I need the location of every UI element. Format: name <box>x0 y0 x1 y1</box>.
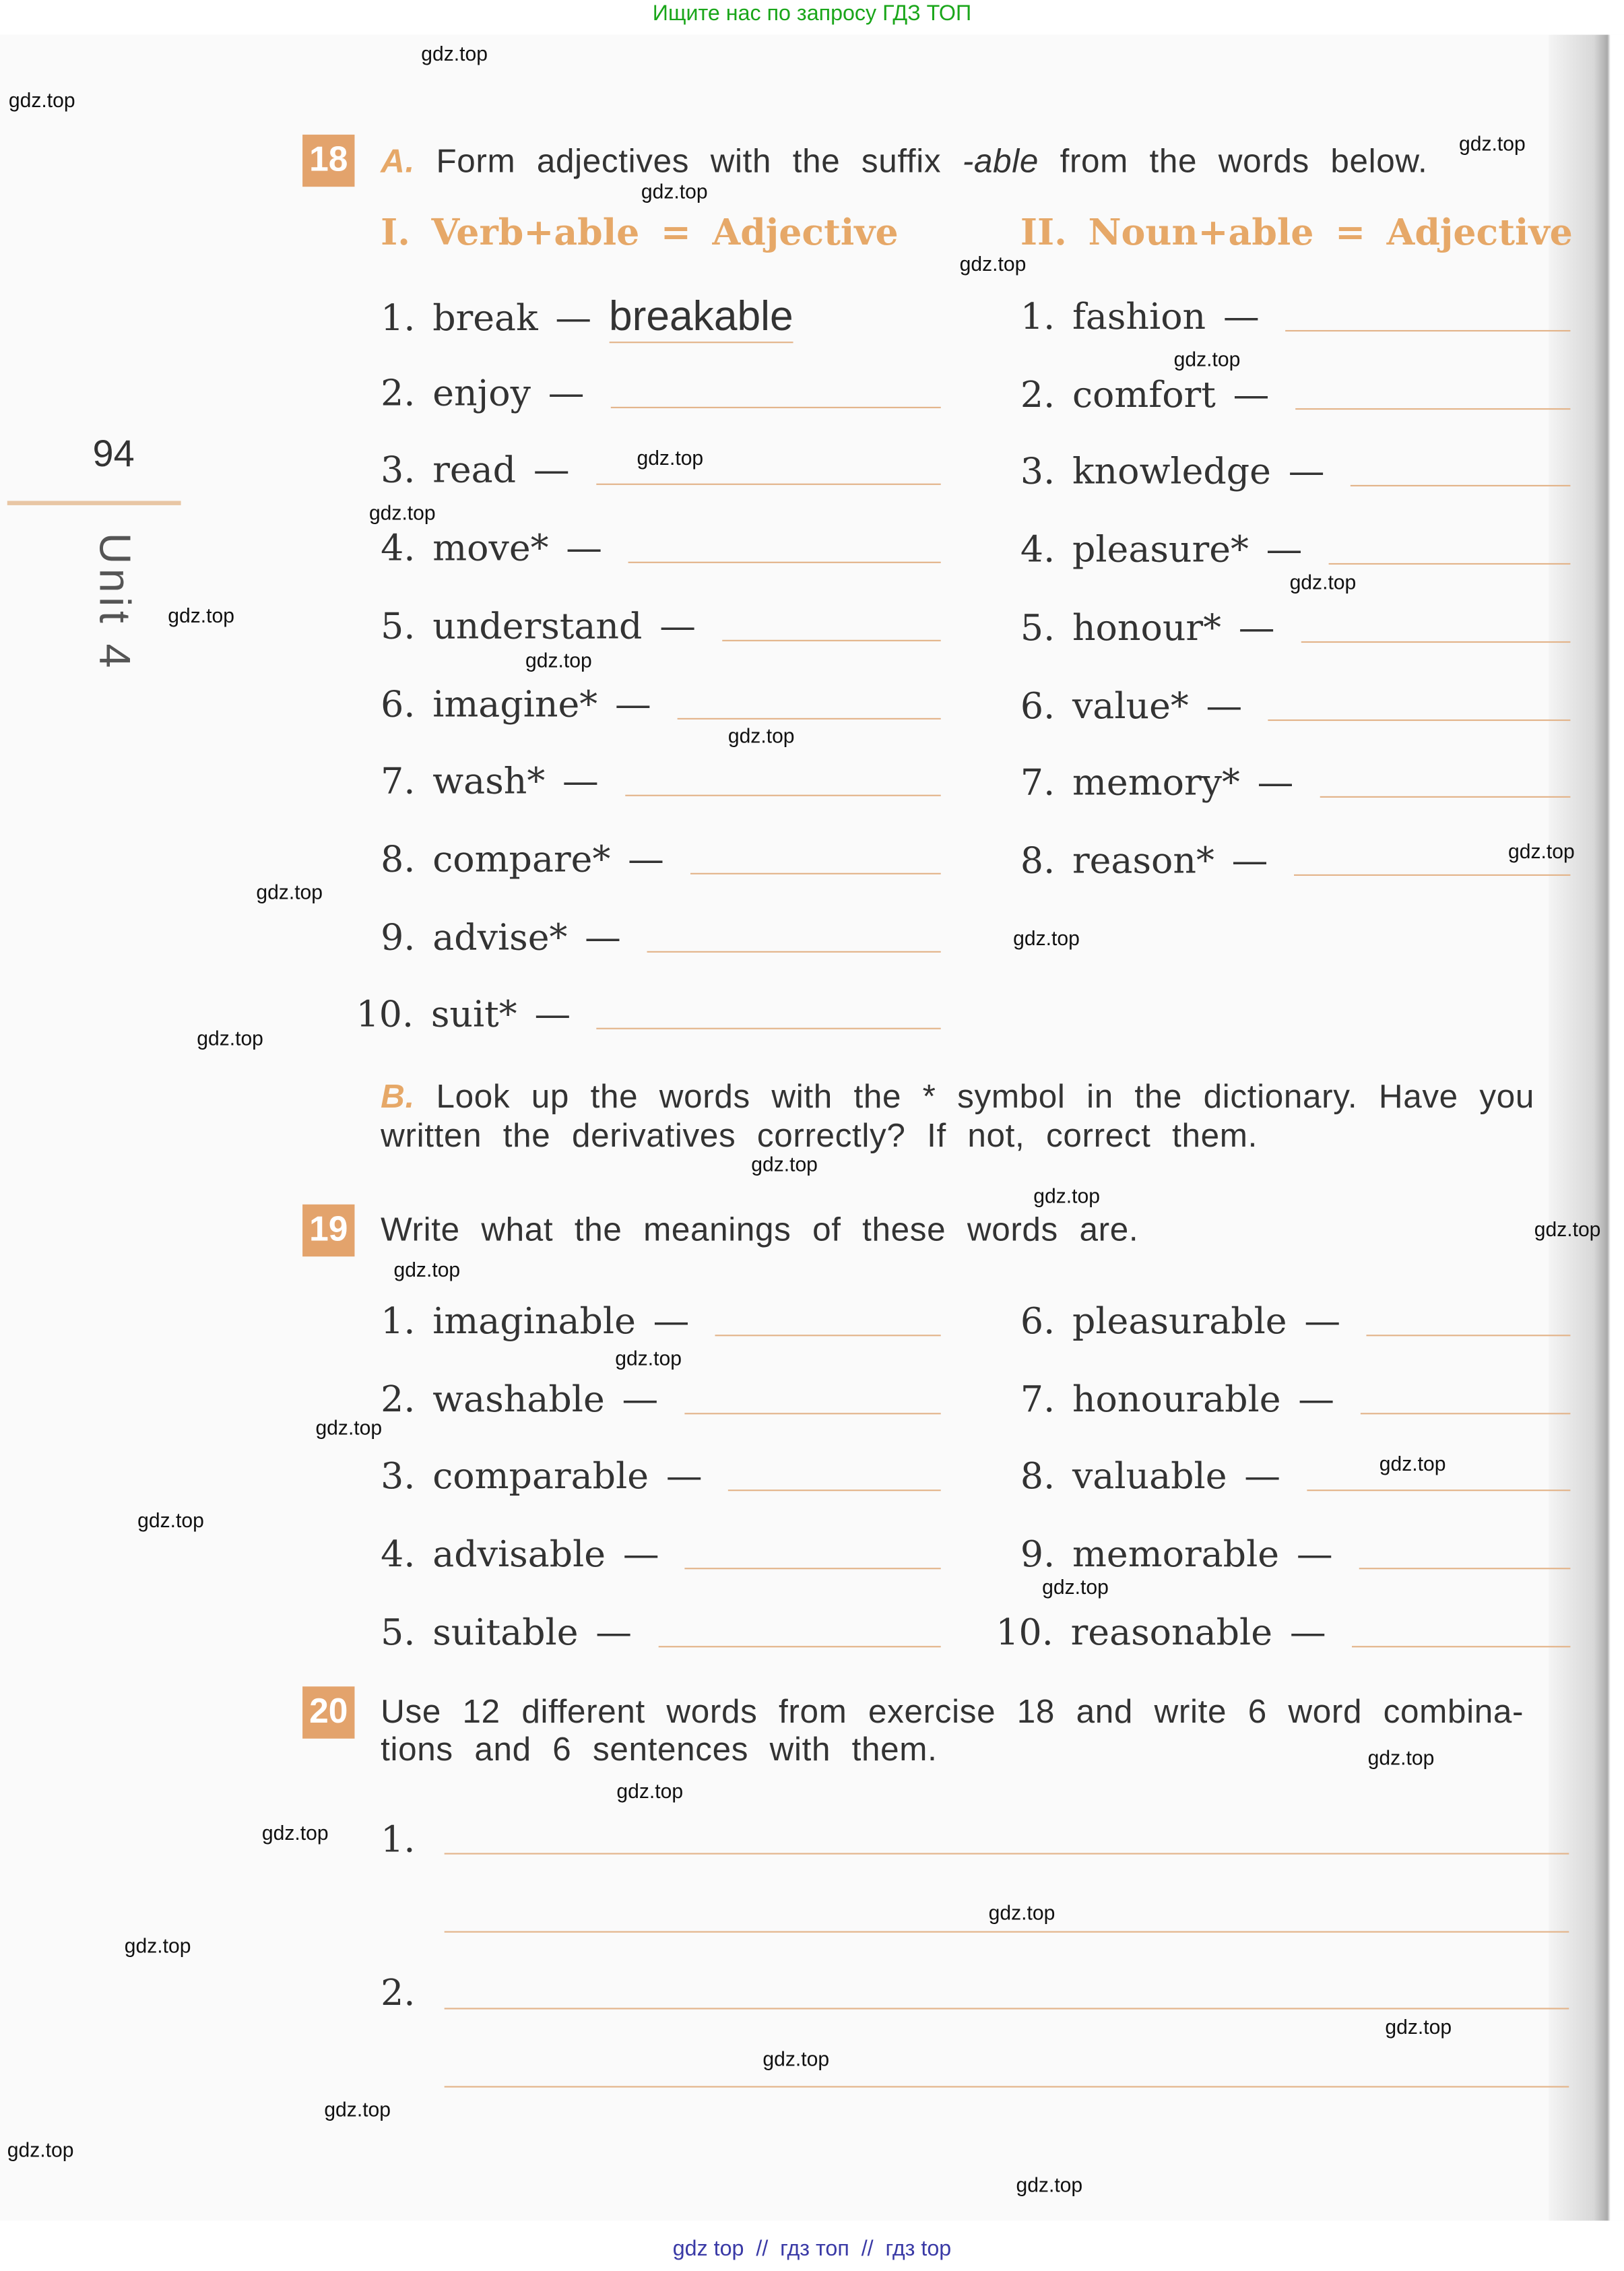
watermark: gdz.top <box>637 445 704 470</box>
watermark: gdz.top <box>1033 1184 1100 1208</box>
dash: — <box>534 993 571 1036</box>
item-word: honour* <box>1072 606 1221 649</box>
watermark: gdz.top <box>393 1258 461 1281</box>
item-word: comfort <box>1072 373 1216 416</box>
answer-blank[interactable] <box>690 871 941 874</box>
watermark: gdz.top <box>1385 2015 1452 2039</box>
answer-blank[interactable] <box>715 1333 941 1336</box>
column-heading-verb: I. Verb+able = Adjective <box>381 211 899 254</box>
item-number: 5. <box>1020 606 1055 649</box>
dash: — <box>1298 1377 1335 1420</box>
exercise-item <box>381 294 941 343</box>
watermark: gdz.top <box>1508 839 1575 863</box>
item-number: 1. <box>1020 295 1055 338</box>
item-word: imaginable <box>432 1300 636 1342</box>
watermark: gdz.top <box>137 1508 204 1532</box>
exercise-item <box>381 1378 941 1419</box>
item-number: 4. <box>1020 528 1055 571</box>
watermark: gdz.top <box>616 1779 684 1803</box>
dash: — <box>665 1455 703 1498</box>
answer-blank[interactable] <box>728 1489 940 1492</box>
item-number: 3. <box>381 1455 416 1498</box>
item-number: 4. <box>381 527 416 569</box>
item-number: 5. <box>381 604 416 647</box>
item-number: 9. <box>1020 1533 1055 1576</box>
item-word: honourable <box>1072 1377 1281 1420</box>
exercise-item <box>381 1300 941 1342</box>
part-b-instruction-line2: written the derivatives correctly? If not, correct them. <box>381 1116 1258 1154</box>
exercise-item <box>381 682 941 724</box>
exercise-item <box>381 1455 941 1497</box>
item-number: 6. <box>1020 684 1055 726</box>
exercise-20-instruction-line2: tions and 6 sentences with them. <box>381 1729 938 1768</box>
item-number: 1. <box>381 1300 416 1342</box>
dash: — <box>614 682 651 725</box>
item-word: advisable <box>432 1533 606 1576</box>
dash: — <box>533 449 570 492</box>
column-heading-noun: II. Noun+able = Adjective <box>1020 211 1573 254</box>
item-word: break <box>432 296 538 339</box>
watermark: gdz.top <box>762 2047 830 2070</box>
dash: — <box>659 604 696 647</box>
instruction-text: Form adjectives with the suffix <box>436 141 963 180</box>
answer-blank[interactable] <box>1328 562 1570 565</box>
exercise-item <box>1020 1300 1571 1342</box>
watermark: gdz.top <box>751 1152 818 1176</box>
exercise-item <box>381 1611 941 1653</box>
answer-blank[interactable] <box>647 949 941 952</box>
exercise-item <box>381 838 941 880</box>
exercise-item <box>996 1611 1570 1653</box>
watermark: gdz.top <box>1379 1452 1446 1475</box>
watermark: gdz.top <box>368 501 436 524</box>
instruction-text: Look up the words with the * symbol in the dictionary. Have you <box>436 1077 1534 1115</box>
item-number: 7. <box>1020 761 1055 804</box>
watermark: gdz.top <box>1367 1746 1435 1769</box>
item-word: comparable <box>432 1455 649 1498</box>
exercise-item <box>1020 529 1571 571</box>
item-number: 9. <box>381 916 416 958</box>
answer-blank[interactable] <box>658 1644 941 1647</box>
exercise-20-badge: 20 <box>302 1686 354 1738</box>
item-word: pleasure* <box>1072 528 1249 571</box>
item-word: suit* <box>430 993 517 1036</box>
watermark: gdz.top <box>727 724 795 747</box>
watermark: gdz.top <box>615 1346 682 1370</box>
item-word: valuable <box>1072 1455 1227 1498</box>
dash: — <box>1257 761 1294 804</box>
watermark: gdz.top <box>8 88 75 112</box>
item-word: enjoy <box>432 371 531 414</box>
dash: — <box>622 1533 659 1576</box>
unit-label: Unit 4 <box>90 532 138 672</box>
page-binding-shadow <box>1549 35 1624 2221</box>
item-number: 2. <box>381 1971 416 2014</box>
item-word: advise* <box>432 916 568 958</box>
exercise-18-badge: 18 <box>302 135 354 187</box>
answer-blank[interactable] <box>1301 639 1570 642</box>
watermark: gdz.top <box>168 604 234 627</box>
answer-blank[interactable] <box>722 638 941 641</box>
exercise-item <box>1020 1378 1571 1419</box>
page-number: 94 <box>92 431 135 475</box>
item-number: 6. <box>381 682 416 725</box>
item-number: 10. <box>996 1611 1053 1653</box>
answer-blank[interactable] <box>685 1566 940 1569</box>
dash: — <box>595 1611 632 1653</box>
answer-blank[interactable] <box>595 482 940 485</box>
item-word: pleasurable <box>1072 1300 1287 1342</box>
watermark: gdz.top <box>261 1821 329 1845</box>
dash: — <box>1289 1611 1326 1653</box>
watermark: gdz.top <box>124 1933 191 1958</box>
item-number: 2. <box>381 371 416 414</box>
answer-blank[interactable] <box>1320 795 1570 798</box>
suffix-text: -able <box>962 141 1039 180</box>
exercise-20-instruction: Use 12 different words from exercise 18 and write 6 word combina- <box>381 1692 1524 1730</box>
exercise-item <box>381 916 941 957</box>
answer-blank[interactable] <box>1295 406 1570 409</box>
exercise-item <box>381 527 941 569</box>
item-number: 7. <box>1020 1377 1055 1420</box>
dash: — <box>1238 606 1275 649</box>
exercise-item <box>1020 839 1571 881</box>
search-banner[interactable]: Ищите нас по запросу ГДЗ ТОП <box>652 1 972 26</box>
item-word: reasonable <box>1070 1611 1273 1653</box>
exercise-item <box>1020 295 1571 337</box>
answer-blank[interactable] <box>597 1027 941 1029</box>
answer-line[interactable] <box>445 1853 1569 1854</box>
item-word: imagine* <box>432 682 598 725</box>
watermark: gdz.top <box>1013 926 1080 950</box>
answer-blank[interactable] <box>677 716 940 719</box>
watermark: gdz.top <box>315 1415 383 1439</box>
watermark: gdz.top <box>197 1026 263 1050</box>
part-a-letter: A. <box>381 141 415 180</box>
exercise-19-badge: 19 <box>302 1205 354 1256</box>
dash: — <box>1266 528 1303 571</box>
exercise-item <box>1020 684 1571 726</box>
watermark: gdz.top <box>525 648 592 672</box>
footer-links[interactable]: gdz top // гдз топ // гдз top <box>672 2236 952 2262</box>
watermark: gdz.top <box>641 179 708 203</box>
dash: — <box>1244 1455 1281 1498</box>
dash: — <box>1288 451 1325 493</box>
dash: — <box>548 371 585 414</box>
exercise-item <box>356 994 941 1035</box>
item-number: 8. <box>381 837 416 881</box>
answer-blank[interactable] <box>1359 1566 1570 1569</box>
dash: — <box>622 1377 659 1420</box>
watermark: gdz.top <box>1534 1217 1601 1241</box>
watermark: gdz.top <box>959 251 1027 276</box>
answer-blank[interactable] <box>1351 484 1570 487</box>
answer-line[interactable] <box>445 2008 1569 2009</box>
item-word: wash* <box>432 760 546 802</box>
exercise-item <box>381 605 941 647</box>
dash: — <box>555 296 592 339</box>
item-number: 3. <box>1020 451 1055 493</box>
answer-blank[interactable] <box>1352 1644 1570 1647</box>
answer-line[interactable] <box>445 2086 1569 2087</box>
watermark: gdz.top <box>1289 570 1357 594</box>
exercise-item <box>381 1533 941 1575</box>
answer-blank[interactable] <box>1285 329 1570 331</box>
item-number: 5. <box>381 1611 416 1653</box>
part-b-letter: B. <box>381 1077 415 1115</box>
dash: — <box>1296 1533 1333 1576</box>
item-number: 8. <box>1020 1455 1055 1498</box>
watermark: gdz.top <box>324 2097 391 2121</box>
item-word: suitable <box>432 1611 579 1653</box>
item-number: 1. <box>381 1818 416 1861</box>
watermark: gdz.top <box>7 2138 74 2162</box>
item-word: fashion <box>1072 295 1206 338</box>
exercise-item <box>1020 606 1571 648</box>
exercise-19-instruction: Write what the meanings of these words are. <box>381 1210 1139 1248</box>
item-word: memorable <box>1072 1533 1280 1576</box>
watermark: gdz.top <box>421 42 488 65</box>
item-word: read <box>432 449 517 492</box>
exercise-item <box>1020 451 1571 492</box>
answer-blank[interactable] <box>1361 1411 1571 1413</box>
exercise-item <box>1020 1455 1571 1497</box>
exercise-item <box>381 761 941 802</box>
item-number: 6. <box>1020 1300 1055 1342</box>
answer-filled[interactable]: breakable <box>609 294 793 343</box>
answer-blank[interactable] <box>610 405 941 408</box>
answer-blank[interactable] <box>1307 1489 1571 1492</box>
instruction-text: from the words below. <box>1038 141 1428 180</box>
watermark: gdz.top <box>1173 347 1241 371</box>
item-word: washable <box>432 1377 605 1420</box>
answer-line[interactable] <box>445 1931 1569 1932</box>
exercise-18-instruction <box>381 142 1427 181</box>
item-word: move* <box>432 527 549 569</box>
watermark: gdz.top <box>1016 2173 1083 2196</box>
exercise-item <box>1020 762 1571 804</box>
dash: — <box>1233 373 1270 416</box>
dash: — <box>562 760 599 802</box>
dash: — <box>1223 295 1260 338</box>
answer-blank[interactable] <box>1268 717 1570 720</box>
item-word: knowledge <box>1072 451 1271 493</box>
dash: — <box>653 1300 690 1342</box>
item-number: 8. <box>1020 839 1055 882</box>
item-number: 2. <box>381 1377 416 1420</box>
item-number: 3. <box>381 449 416 492</box>
item-number: 7. <box>381 760 416 802</box>
item-number: 2. <box>1020 373 1055 416</box>
exercise-item <box>1020 1533 1571 1575</box>
answer-blank[interactable] <box>624 794 940 796</box>
watermark: gdz.top <box>256 880 323 903</box>
dash: — <box>566 527 603 569</box>
dash: — <box>1206 684 1243 726</box>
watermark: gdz.top <box>1042 1574 1109 1599</box>
answer-blank[interactable] <box>684 1411 941 1413</box>
dash: — <box>628 837 664 881</box>
item-word: understand <box>432 604 643 647</box>
answer-blank[interactable] <box>1367 1333 1571 1336</box>
answer-blank[interactable] <box>628 561 941 563</box>
item-number: 1. <box>381 296 416 339</box>
exercise-item <box>381 372 941 414</box>
dash: — <box>585 916 621 958</box>
item-number: 10. <box>356 993 414 1036</box>
dash: — <box>1231 839 1268 882</box>
watermark: gdz.top <box>1458 131 1526 155</box>
exercise-item <box>1020 373 1571 415</box>
watermark: gdz.top <box>988 1900 1055 1924</box>
item-word: value* <box>1072 684 1189 726</box>
part-b-instruction <box>381 1077 1534 1116</box>
answer-blank[interactable] <box>1294 872 1570 875</box>
item-number: 4. <box>381 1533 416 1576</box>
item-word: memory* <box>1072 761 1240 804</box>
item-word: compare* <box>432 837 611 881</box>
dash: — <box>1304 1300 1341 1342</box>
item-word: reason* <box>1072 839 1214 882</box>
divider <box>7 501 181 505</box>
